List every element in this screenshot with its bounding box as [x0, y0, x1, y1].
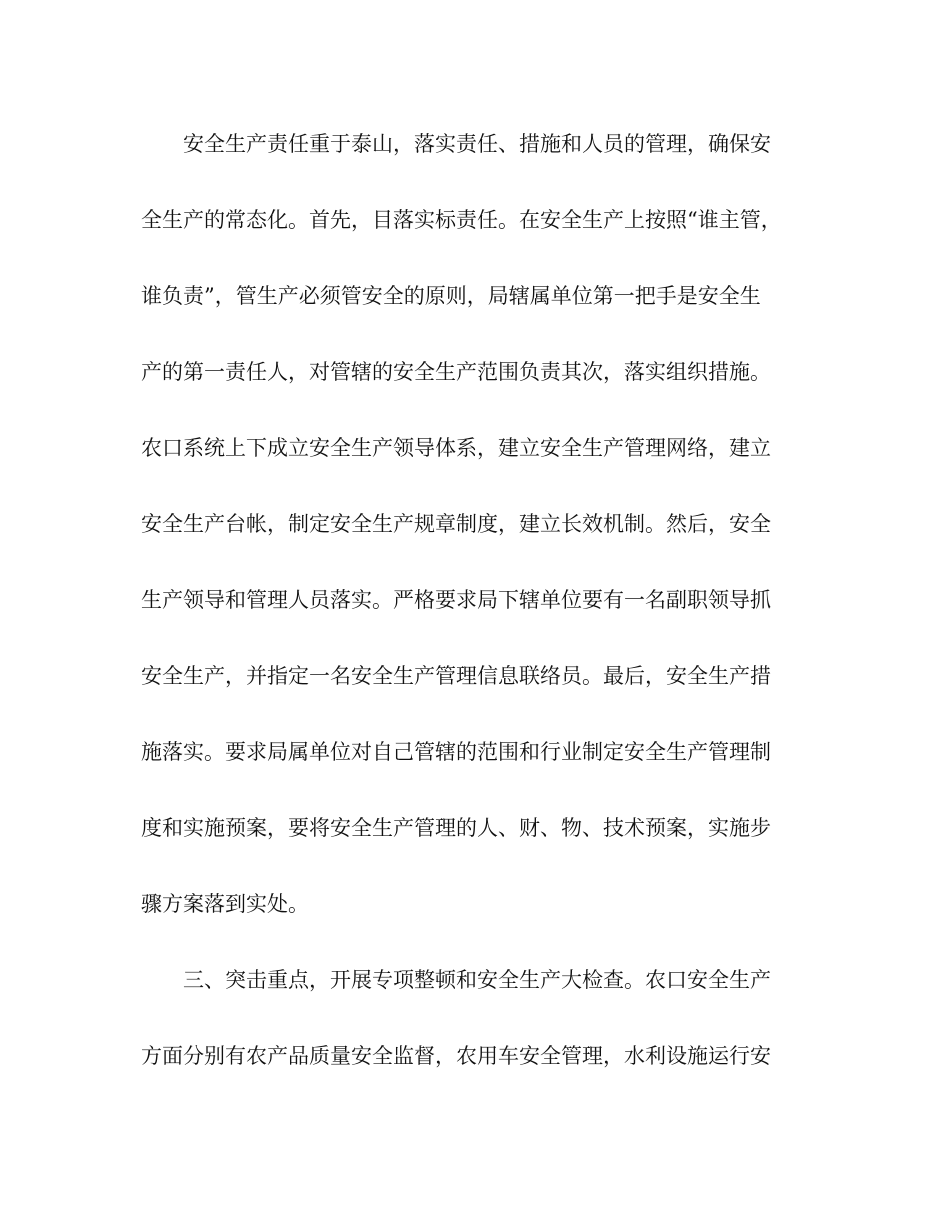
paragraph-line: 度和实施预案，要将安全生产管理的人、财、物、技术预案，实施步	[141, 816, 771, 840]
paragraph-line: 骤方案落到实处。	[141, 892, 309, 916]
paragraph-line: 方面分别有农产品质量安全监督，农用车安全管理，水利设施运行安	[141, 1044, 771, 1068]
paragraph-line: 全生产的常态化。首先，目落实标责任。在安全生产上按照“谁主管，	[141, 208, 782, 232]
paragraph-line: 生产领导和管理人员落实。严格要求局下辖单位要有一名副职领导抓	[141, 588, 771, 612]
paragraph-line: 产的第一责任人，对管辖的安全生产范围负责其次，落实组织措施。	[141, 360, 771, 384]
paragraph-line: 安全生产，并指定一名安全生产管理信息联络员。最后，安全生产措	[141, 664, 771, 688]
paragraph-line: 三、突击重点，开展专项整顿和安全生产大检查。农口安全生产	[183, 968, 771, 992]
paragraph-line: 安全生产责任重于泰山，落实责任、措施和人员的管理，确保安	[183, 132, 771, 156]
paragraph-line: 施落实。要求局属单位对自己管辖的范围和行业制定安全生产管理制	[141, 740, 771, 764]
paragraph-line: 农口系统上下成立安全生产领导体系，建立安全生产管理网络，建立	[141, 436, 771, 460]
paragraph-line: 谁负责”，管生产必须管安全的原则，局辖属单位第一把手是安全生	[141, 284, 761, 308]
body-text	[141, 122, 811, 1110]
paragraph-line: 安全生产台帐，制定安全生产规章制度，建立长效机制。然后，安全	[141, 512, 771, 536]
